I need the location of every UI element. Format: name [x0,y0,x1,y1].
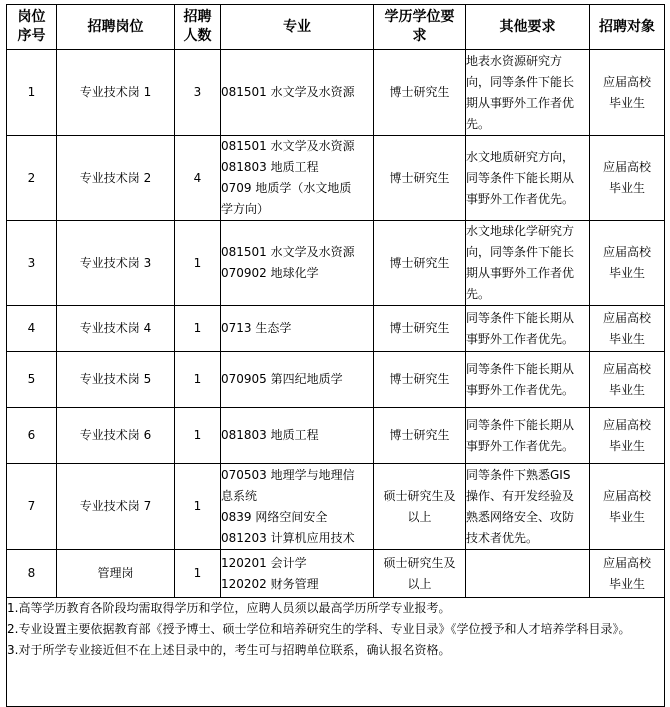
cell-position: 专业技术岗 6 [57,408,175,464]
other-line: 同等条件下熟悉GIS [466,467,571,482]
target-line: 应届高校 [602,361,651,376]
cell-degree [374,50,466,136]
cell-other [466,550,590,598]
cell-major [221,306,374,352]
cell-count: 4 [175,136,221,221]
table-row [7,306,665,352]
cell-major [221,136,374,221]
cell-other [466,306,590,352]
other-line: 事野外工作者优先。 [466,331,575,346]
header-degree: 学历学位要 求 [374,5,466,50]
cell-other [466,50,590,136]
other-line: 事野外工作者优先。 [466,191,575,206]
cell-count: 3 [175,50,221,136]
other-line: 水文地质研究方向， [466,149,575,164]
major-line: 070905 第四纪地质学 [221,372,343,386]
recruitment-document [6,4,665,707]
header-seq: 岗位 序号 [7,5,57,50]
cell-target [590,408,665,464]
target-line: 毕业生 [608,95,645,110]
table-body [7,50,665,598]
other-line: 事野外工作者优先。 [466,438,575,453]
degree-line: 博士研究生 [389,321,450,335]
degree-line: 硕士研究生及 [383,555,456,570]
cell-seq: 5 [7,352,57,408]
other-line: 操作、有开发经验及 [466,488,575,503]
major-line: 081501 水文学及水资源 [221,245,355,259]
target-line: 应届高校 [602,74,651,89]
table-row [7,408,665,464]
major-line: 0713 生态学 [221,321,292,335]
major-line: 081501 水文学及水资源 [221,139,355,153]
cell-count: 1 [175,408,221,464]
cell-target [590,306,665,352]
cell-position: 管理岗 [57,550,175,598]
other-line: 向，同等条件下能长 [466,245,575,259]
target-line: 毕业生 [608,576,645,591]
target-line: 应届高校 [602,245,651,259]
cell-major [221,50,374,136]
cell-target [590,464,665,550]
target-line: 应届高校 [602,555,651,570]
cell-major [221,352,374,408]
cell-seq: 2 [7,136,57,221]
major-line: 120201 会计学 [221,555,307,570]
target-line: 应届高校 [602,488,651,503]
target-line: 毕业生 [608,509,645,524]
cell-degree [374,306,466,352]
cell-other [466,352,590,408]
cell-seq: 1 [7,50,57,136]
other-line: 熟悉网络安全、攻防 [466,509,575,524]
other-line: 先。 [466,287,491,301]
other-line: 同等条件下能长期从 [466,310,575,325]
cell-count: 1 [175,352,221,408]
cell-other [466,221,590,306]
cell-other [466,136,590,221]
recruitment-table [6,4,665,707]
table-row [7,464,665,550]
cell-major [221,408,374,464]
cell-degree [374,221,466,306]
other-line: 水文地球化学研究方 [466,224,575,238]
major-line: 0839 网络空间安全 [221,509,328,524]
degree-line: 博士研究生 [389,428,450,442]
target-line: 毕业生 [608,266,645,280]
table-row [7,50,665,136]
target-line: 应届高校 [602,417,651,432]
other-line: 同等条件下能长期从 [466,417,575,432]
cell-count: 1 [175,464,221,550]
cell-count: 1 [175,306,221,352]
cell-degree [374,352,466,408]
table-row [7,221,665,306]
degree-line: 博士研究生 [389,170,450,185]
cell-seq: 4 [7,306,57,352]
other-line: 技术者优先。 [466,530,539,545]
major-line: 081803 地质工程 [221,428,319,442]
header-target: 招聘对象 [590,5,665,50]
major-line: 081203 计算机应用技术 [221,530,355,545]
target-line: 应届高校 [602,310,651,325]
other-line: 向，同等条件下能长 [466,74,575,89]
target-line: 应届高校 [602,160,651,174]
degree-line: 博士研究生 [389,255,450,270]
header-count: 招聘 人数 [175,5,221,50]
major-line: 081501 水文学及水资源 [221,85,355,99]
target-line: 毕业生 [608,382,645,397]
cell-seq: 3 [7,221,57,306]
cell-major [221,464,374,550]
major-line: 070503 地理学与地理信 [221,467,355,482]
target-line: 毕业生 [608,331,645,346]
table-row [7,550,665,598]
major-line: 0709 地质学（水文地质 [221,181,352,195]
other-line: 同等条件下能长期从 [466,170,575,185]
major-line: 息系统 [221,488,258,503]
cell-seq: 6 [7,408,57,464]
degree-line: 以上 [407,509,432,524]
degree-line: 硕士研究生及 [383,488,456,503]
other-line: 先。 [466,116,491,131]
header-other: 其他要求 [466,5,590,50]
cell-degree [374,464,466,550]
cell-position: 专业技术岗 4 [57,306,175,352]
other-line: 事野外工作者优先。 [466,382,575,397]
cell-target [590,136,665,221]
cell-target [590,352,665,408]
cell-seq: 8 [7,550,57,598]
cell-position: 专业技术岗 5 [57,352,175,408]
cell-count: 1 [175,550,221,598]
cell-major [221,221,374,306]
header-major: 专业 [221,5,374,50]
notes-cell [7,598,665,707]
notes-row [7,598,665,707]
other-line: 同等条件下能长期从 [466,361,575,376]
cell-seq: 7 [7,464,57,550]
other-line: 期从事野外工作者优 [466,266,575,280]
table-row [7,136,665,221]
degree-line: 以上 [407,576,432,591]
major-line: 学方向） [221,202,270,216]
target-line: 毕业生 [608,181,645,195]
cell-position: 专业技术岗 7 [57,464,175,550]
cell-degree [374,408,466,464]
cell-target [590,50,665,136]
cell-major [221,550,374,598]
note-2: 2.专业设置主要依据教育部《授予博士、硕士学位和培养研究生的学科、专业目录》《学位授予和人才培养学科目录》。 [7,622,631,636]
cell-target [590,550,665,598]
header-position: 招聘岗位 [57,5,175,50]
table-header-row [7,5,665,50]
target-line: 毕业生 [608,438,645,453]
major-line: 120202 财务管理 [221,576,319,591]
other-line: 地表水资源研究方 [466,53,563,68]
cell-other [466,408,590,464]
cell-degree [374,550,466,598]
cell-target [590,221,665,306]
major-line: 081803 地质工程 [221,160,319,174]
major-line: 070902 地球化学 [221,266,319,280]
table-row [7,352,665,408]
cell-other [466,464,590,550]
cell-position: 专业技术岗 3 [57,221,175,306]
degree-line: 博士研究生 [389,85,450,99]
other-line: 期从事野外工作者优 [466,95,575,110]
degree-line: 博士研究生 [389,372,450,386]
cell-count: 1 [175,221,221,306]
note-1: 1.高等学历教育各阶段均需取得学历和学位，应聘人员须以最高学历所学专业报考。 [7,601,451,615]
cell-position: 专业技术岗 1 [57,50,175,136]
cell-degree [374,136,466,221]
cell-position: 专业技术岗 2 [57,136,175,221]
note-3: 3.对于所学专业接近但不在上述目录中的，考生可与招聘单位联系，确认报名资格。 [7,643,451,657]
